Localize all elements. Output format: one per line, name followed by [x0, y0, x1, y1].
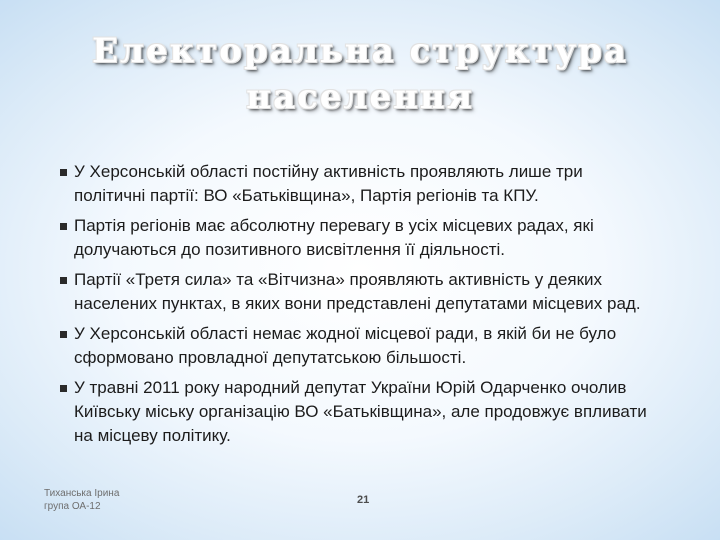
- author-group: група ОА-12: [44, 501, 101, 512]
- bullet-item: [58, 160, 658, 208]
- square-bullet-icon: [60, 277, 67, 284]
- bullet-item: [58, 268, 658, 316]
- bullet-item: [58, 376, 658, 448]
- bullet-list: [58, 160, 658, 454]
- bullet-text: У травні 2011 року народний депутат України Юрій Одарченко очолив Київську міську організацію ВО «Батьківщина», але продовжує впливати на місцеву політику.: [74, 378, 647, 445]
- slide-title: [0, 28, 720, 120]
- title-line-1: Електоральна структура: [92, 31, 628, 71]
- page-number: 21: [357, 494, 370, 506]
- bullet-text: У Херсонській області немає жодної місцевої ради, в якій би не було сформовано провладної депутатською більшості.: [74, 324, 617, 367]
- bullet-text: Партії «Третя сила» та «Вітчизна» проявляють активність у деяких населених пунктах, в яких вони представлені депутатами місцевих рад.: [74, 270, 641, 313]
- title-line-2: населення: [246, 77, 474, 117]
- bullet-item: [58, 322, 658, 370]
- square-bullet-icon: [60, 223, 67, 230]
- author-name: Тиханська Ірина: [44, 488, 120, 499]
- square-bullet-icon: [60, 385, 67, 392]
- square-bullet-icon: [60, 331, 67, 338]
- bullet-text: Партія регіонів має абсолютну перевагу в усіх місцевих радах, які долучаються до позитивного висвітлення її діяльності.: [74, 216, 594, 259]
- bullet-text: У Херсонській області постійну активність проявляють лише три політичні партії: ВО «Батьківщина», Партія регіонів та КПУ.: [74, 162, 583, 205]
- bullet-item: [58, 214, 658, 262]
- footer-author: [44, 487, 119, 513]
- square-bullet-icon: [60, 169, 67, 176]
